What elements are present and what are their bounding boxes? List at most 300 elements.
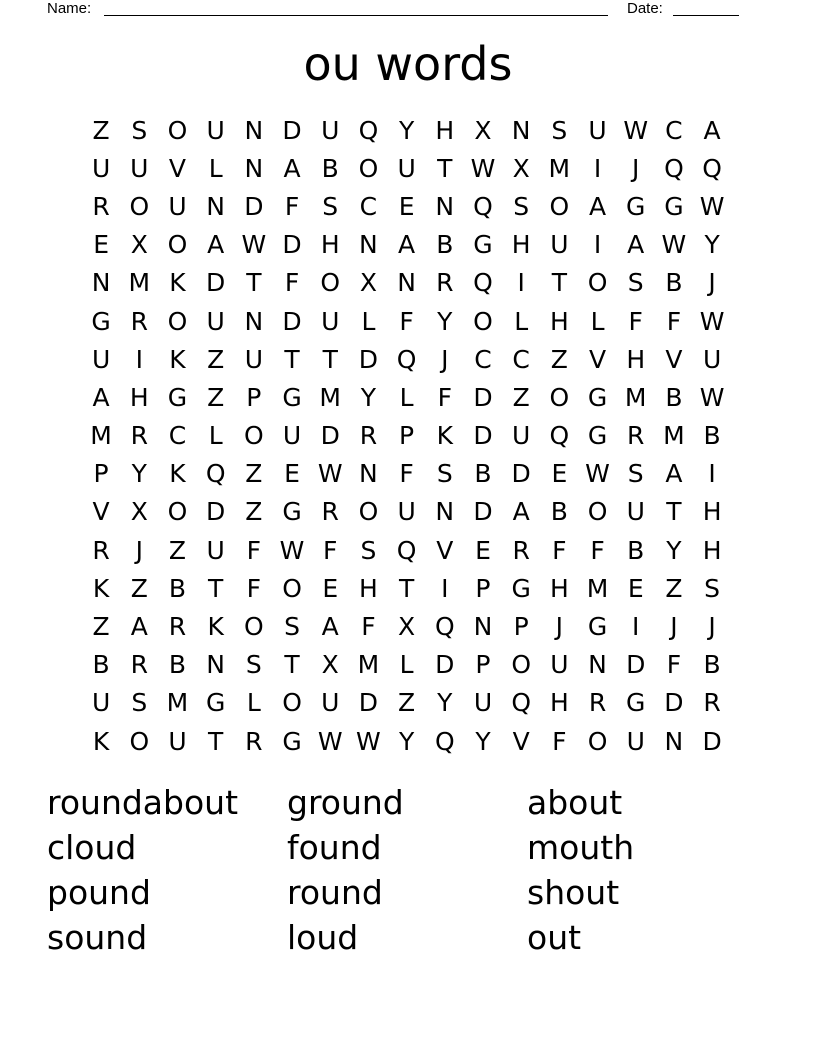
- grid-letter[interactable]: E: [284, 459, 300, 489]
- grid-letter[interactable]: R: [588, 688, 607, 718]
- grid-letter[interactable]: N: [359, 230, 378, 260]
- grid-letter[interactable]: Z: [130, 573, 148, 603]
- grid-letter[interactable]: U: [321, 115, 340, 145]
- grid-letter[interactable]: A: [703, 115, 721, 145]
- grid-letter[interactable]: I: [517, 268, 525, 298]
- grid-letter[interactable]: B: [627, 535, 645, 565]
- grid-letter[interactable]: U: [512, 421, 531, 451]
- grid-letter[interactable]: G: [167, 382, 188, 412]
- grid-letter[interactable]: D: [435, 650, 455, 680]
- grid-letter[interactable]: A: [398, 230, 416, 260]
- grid-letter[interactable]: C: [474, 344, 492, 374]
- grid-letter[interactable]: A: [283, 153, 301, 183]
- grid-letter[interactable]: T: [208, 573, 224, 603]
- grid-letter[interactable]: U: [626, 726, 645, 756]
- grid-letter[interactable]: I: [708, 459, 716, 489]
- grid-letter[interactable]: C: [665, 115, 683, 145]
- word-list: [47, 780, 767, 960]
- grid-letter[interactable]: X: [130, 497, 148, 527]
- grid-letter[interactable]: O: [282, 688, 302, 718]
- grid-letter[interactable]: D: [473, 382, 493, 412]
- grid-letter[interactable]: O: [244, 612, 264, 642]
- grid-letter[interactable]: J: [708, 268, 716, 298]
- grid-letter[interactable]: O: [167, 497, 188, 527]
- grid-letter[interactable]: Y: [398, 726, 415, 756]
- grid-letter[interactable]: R: [130, 421, 148, 451]
- word-list-item: ground: [287, 783, 404, 822]
- grid-letter[interactable]: N: [206, 650, 225, 680]
- grid-letter[interactable]: S: [360, 535, 377, 565]
- grid-letter[interactable]: R: [245, 726, 263, 756]
- grid-letter[interactable]: F: [361, 612, 376, 642]
- grid-letter[interactable]: Z: [512, 382, 530, 412]
- grid-letter[interactable]: T: [398, 573, 415, 603]
- grid-letter[interactable]: O: [549, 382, 570, 412]
- grid-letter[interactable]: G: [282, 382, 302, 412]
- grid-letter[interactable]: S: [436, 459, 453, 489]
- grid-letter[interactable]: T: [208, 726, 224, 756]
- grid-letter[interactable]: X: [512, 153, 530, 183]
- grid-letter[interactable]: F: [437, 382, 452, 412]
- grid-letter[interactable]: M: [166, 688, 189, 718]
- grid-letter[interactable]: C: [168, 421, 187, 451]
- grid-letter[interactable]: Q: [702, 153, 722, 183]
- grid-letter[interactable]: N: [91, 268, 111, 298]
- grid-letter[interactable]: Z: [207, 382, 225, 412]
- grid-letter[interactable]: V: [665, 344, 683, 374]
- grid-letter[interactable]: O: [358, 153, 379, 183]
- grid-letter[interactable]: L: [590, 306, 605, 336]
- grid-letter[interactable]: U: [321, 306, 340, 336]
- grid-letter[interactable]: G: [587, 421, 608, 451]
- grid-letter[interactable]: M: [128, 268, 151, 298]
- grid-letter[interactable]: Z: [245, 459, 263, 489]
- grid-letter[interactable]: P: [246, 382, 262, 412]
- grid-letter[interactable]: Q: [664, 153, 684, 183]
- grid-letter[interactable]: R: [703, 688, 721, 718]
- grid-letter[interactable]: U: [550, 650, 569, 680]
- grid-letter[interactable]: Y: [398, 115, 415, 145]
- grid-letter[interactable]: Y: [131, 459, 147, 489]
- grid-letter[interactable]: N: [473, 612, 493, 642]
- grid-letter[interactable]: P: [513, 612, 529, 642]
- grid-letter[interactable]: G: [587, 612, 608, 642]
- grid-letter[interactable]: U: [168, 726, 187, 756]
- grid-letter[interactable]: W: [661, 230, 687, 260]
- grid-letter[interactable]: D: [358, 688, 379, 718]
- grid-letter[interactable]: R: [627, 421, 645, 451]
- grid-letter[interactable]: S: [245, 650, 262, 680]
- grid-letter[interactable]: G: [626, 191, 646, 221]
- word-list-item: mouth: [527, 828, 635, 867]
- grid-letter[interactable]: U: [91, 153, 111, 183]
- grid-letter[interactable]: D: [282, 230, 302, 260]
- grid-letter[interactable]: D: [282, 115, 302, 145]
- name-field-line[interactable]: [104, 15, 608, 16]
- grid-letter[interactable]: H: [129, 382, 149, 412]
- grid-letter[interactable]: E: [551, 459, 568, 489]
- grid-letter[interactable]: W: [699, 306, 725, 336]
- grid-letter[interactable]: F: [399, 306, 414, 336]
- grid-letter[interactable]: W: [279, 535, 305, 565]
- grid-letter[interactable]: G: [91, 306, 111, 336]
- grid-letter[interactable]: O: [320, 268, 341, 298]
- grid-letter[interactable]: A: [321, 612, 339, 642]
- grid-letter[interactable]: N: [435, 497, 455, 527]
- grid-letter[interactable]: K: [92, 573, 110, 603]
- grid-letter[interactable]: T: [551, 268, 567, 298]
- grid-letter[interactable]: F: [284, 268, 300, 298]
- grid-letter[interactable]: W: [241, 230, 267, 260]
- grid-letter[interactable]: B: [168, 650, 187, 680]
- grid-letter[interactable]: R: [168, 612, 187, 642]
- grid-letter[interactable]: D: [206, 268, 226, 298]
- grid-letter[interactable]: T: [284, 650, 300, 680]
- grid-letter[interactable]: F: [628, 306, 643, 336]
- grid-letter[interactable]: O: [129, 726, 150, 756]
- grid-letter[interactable]: T: [666, 497, 682, 527]
- grid-letter[interactable]: F: [590, 535, 605, 565]
- word-search-grid: [82, 111, 731, 760]
- grid-letter[interactable]: B: [665, 382, 683, 412]
- grid-letter[interactable]: N: [244, 115, 264, 145]
- grid-letter[interactable]: H: [549, 688, 569, 718]
- grid-letter[interactable]: Q: [396, 535, 417, 565]
- grid-letter[interactable]: Q: [434, 612, 455, 642]
- grid-letter[interactable]: H: [511, 230, 531, 260]
- grid-letter[interactable]: X: [474, 115, 492, 145]
- grid-letter[interactable]: L: [208, 153, 223, 183]
- grid-letter[interactable]: N: [664, 726, 684, 756]
- grid-letter[interactable]: F: [552, 726, 567, 756]
- grid-letter[interactable]: F: [323, 535, 338, 565]
- grid-letter[interactable]: Y: [437, 688, 453, 718]
- grid-letter[interactable]: H: [435, 115, 455, 145]
- grid-letter[interactable]: N: [397, 268, 416, 298]
- grid-letter[interactable]: O: [167, 115, 188, 145]
- grid-letter[interactable]: G: [282, 497, 302, 527]
- grid-letter[interactable]: G: [511, 573, 531, 603]
- grid-letter[interactable]: E: [627, 573, 644, 603]
- grid-letter[interactable]: O: [473, 306, 493, 336]
- grid-letter[interactable]: A: [588, 191, 607, 221]
- grid-letter[interactable]: K: [169, 268, 186, 298]
- grid-letter[interactable]: B: [665, 268, 683, 298]
- grid-letter[interactable]: W: [317, 726, 343, 756]
- grid-letter[interactable]: N: [511, 115, 531, 145]
- grid-letter[interactable]: L: [208, 421, 223, 451]
- grid-letter[interactable]: D: [320, 421, 340, 451]
- grid-letter[interactable]: L: [361, 306, 376, 336]
- grid-letter[interactable]: R: [512, 535, 530, 565]
- grid-letter[interactable]: E: [93, 230, 109, 260]
- grid-letter[interactable]: W: [699, 382, 725, 412]
- grid-letter[interactable]: U: [206, 535, 225, 565]
- grid-letter[interactable]: U: [588, 115, 607, 145]
- grid-letter[interactable]: U: [397, 153, 416, 183]
- grid-letter[interactable]: J: [670, 612, 678, 642]
- grid-letter[interactable]: K: [169, 344, 186, 374]
- grid-letter[interactable]: W: [356, 726, 381, 756]
- grid-letter[interactable]: W: [699, 191, 725, 221]
- grid-letter[interactable]: M: [548, 153, 571, 183]
- grid-letter[interactable]: F: [246, 573, 262, 603]
- grid-letter[interactable]: M: [663, 421, 685, 451]
- grid-letter[interactable]: E: [322, 573, 339, 603]
- grid-letter[interactable]: J: [441, 344, 449, 374]
- grid-letter[interactable]: B: [92, 650, 110, 680]
- grid-letter[interactable]: A: [627, 230, 645, 260]
- grid-letter[interactable]: B: [703, 421, 721, 451]
- grid-letter[interactable]: M: [586, 573, 609, 603]
- grid-letter[interactable]: Y: [475, 726, 491, 756]
- grid-letter[interactable]: D: [244, 191, 264, 221]
- grid-letter[interactable]: I: [441, 573, 449, 603]
- grid-letter[interactable]: Z: [550, 344, 568, 374]
- grid-letter[interactable]: Z: [168, 535, 187, 565]
- grid-letter[interactable]: S: [704, 573, 721, 603]
- grid-letter[interactable]: Z: [207, 344, 225, 374]
- grid-letter[interactable]: N: [206, 191, 225, 221]
- grid-letter[interactable]: U: [168, 191, 187, 221]
- grid-letter[interactable]: U: [206, 306, 225, 336]
- grid-letter[interactable]: R: [130, 306, 148, 336]
- grid-letter[interactable]: I: [593, 153, 602, 183]
- grid-letter[interactable]: Q: [473, 191, 493, 221]
- grid-letter[interactable]: U: [397, 497, 416, 527]
- grid-letter[interactable]: O: [587, 726, 608, 756]
- grid-letter[interactable]: S: [284, 612, 300, 642]
- grid-letter[interactable]: R: [92, 535, 110, 565]
- grid-letter[interactable]: M: [624, 382, 647, 412]
- grid-letter[interactable]: Q: [549, 421, 570, 451]
- grid-letter[interactable]: A: [207, 230, 225, 260]
- grid-letter[interactable]: U: [244, 344, 263, 374]
- grid-letter[interactable]: M: [319, 382, 341, 412]
- grid-letter[interactable]: N: [588, 650, 607, 680]
- grid-letter[interactable]: O: [244, 421, 264, 451]
- grid-letter[interactable]: J: [555, 612, 564, 642]
- grid-letter[interactable]: P: [399, 421, 415, 451]
- grid-letter[interactable]: D: [473, 497, 493, 527]
- grid-letter[interactable]: V: [92, 497, 110, 527]
- grid-letter[interactable]: H: [359, 573, 378, 603]
- grid-letter[interactable]: H: [549, 306, 569, 336]
- grid-letter[interactable]: R: [92, 191, 110, 221]
- grid-letter[interactable]: L: [246, 688, 261, 718]
- grid-letter[interactable]: U: [91, 688, 111, 718]
- grid-letter[interactable]: Q: [396, 344, 417, 374]
- grid-letter[interactable]: Z: [92, 612, 110, 642]
- word-list-item: loud: [287, 918, 359, 957]
- grid-letter[interactable]: H: [702, 497, 722, 527]
- grid-letter[interactable]: E: [475, 535, 491, 565]
- grid-letter[interactable]: Z: [398, 688, 416, 718]
- grid-letter[interactable]: U: [321, 688, 340, 718]
- grid-letter[interactable]: B: [436, 230, 454, 260]
- grid-letter[interactable]: B: [321, 153, 339, 183]
- grid-letter[interactable]: O: [549, 191, 570, 221]
- grid-letter[interactable]: O: [282, 573, 302, 603]
- grid-letter[interactable]: Q: [358, 115, 379, 145]
- grid-letter[interactable]: H: [320, 230, 340, 260]
- grid-letter[interactable]: S: [131, 115, 148, 145]
- grid-letter[interactable]: G: [473, 230, 493, 260]
- grid-letter[interactable]: S: [513, 191, 530, 221]
- grid-letter[interactable]: R: [436, 268, 454, 298]
- grid-letter[interactable]: H: [549, 573, 569, 603]
- grid-letter[interactable]: F: [284, 191, 300, 221]
- grid-letter[interactable]: F: [552, 535, 567, 565]
- grid-letter[interactable]: A: [92, 382, 110, 412]
- grid-letter[interactable]: S: [551, 115, 568, 145]
- grid-letter[interactable]: Y: [437, 306, 453, 336]
- grid-letter[interactable]: U: [130, 153, 149, 183]
- grid-letter[interactable]: L: [399, 650, 414, 680]
- word-list-item: out: [527, 918, 582, 957]
- grid-letter[interactable]: S: [131, 688, 148, 718]
- grid-letter[interactable]: T: [284, 344, 300, 374]
- grid-letter[interactable]: O: [129, 191, 150, 221]
- grid-letter[interactable]: D: [626, 650, 646, 680]
- grid-letter[interactable]: V: [436, 535, 454, 565]
- grid-letter[interactable]: U: [206, 115, 225, 145]
- grid-letter[interactable]: A: [512, 497, 530, 527]
- grid-letter[interactable]: S: [627, 268, 644, 298]
- grid-letter[interactable]: Z: [665, 573, 683, 603]
- grid-letter[interactable]: T: [246, 268, 262, 298]
- grid-letter[interactable]: X: [321, 650, 339, 680]
- grid-letter[interactable]: E: [398, 191, 415, 221]
- grid-letter[interactable]: F: [246, 535, 262, 565]
- grid-letter[interactable]: U: [550, 230, 569, 260]
- grid-letter[interactable]: I: [135, 344, 143, 374]
- grid-letter[interactable]: H: [626, 344, 646, 374]
- grid-letter[interactable]: B: [168, 573, 187, 603]
- grid-letter[interactable]: R: [359, 421, 378, 451]
- grid-letter[interactable]: U: [702, 344, 722, 374]
- grid-letter[interactable]: S: [322, 191, 339, 221]
- grid-letter[interactable]: C: [359, 191, 378, 221]
- grid-letter[interactable]: A: [130, 612, 148, 642]
- grid-letter[interactable]: B: [550, 497, 568, 527]
- grid-letter[interactable]: U: [473, 688, 493, 718]
- grid-letter[interactable]: G: [626, 688, 646, 718]
- grid-letter[interactable]: Q: [511, 688, 531, 718]
- grid-letter[interactable]: W: [317, 459, 343, 489]
- grid-letter[interactable]: A: [665, 459, 683, 489]
- grid-letter[interactable]: K: [92, 726, 110, 756]
- grid-letter[interactable]: V: [588, 344, 607, 374]
- grid-letter[interactable]: D: [473, 421, 493, 451]
- grid-letter[interactable]: M: [357, 650, 380, 680]
- grid-letter[interactable]: T: [437, 153, 453, 183]
- grid-letter[interactable]: Z: [92, 115, 110, 145]
- grid-letter[interactable]: I: [632, 612, 640, 642]
- grid-letter[interactable]: D: [702, 726, 722, 756]
- grid-letter[interactable]: D: [206, 497, 226, 527]
- grid-letter[interactable]: F: [666, 650, 682, 680]
- grid-letter[interactable]: U: [626, 497, 645, 527]
- grid-letter[interactable]: B: [474, 459, 492, 489]
- grid-letter[interactable]: K: [207, 612, 224, 642]
- grid-letter[interactable]: J: [632, 153, 640, 183]
- grid-letter[interactable]: Q: [473, 268, 493, 298]
- grid-letter[interactable]: S: [627, 459, 644, 489]
- grid-letter[interactable]: Q: [434, 726, 455, 756]
- grid-letter[interactable]: D: [511, 459, 531, 489]
- grid-letter[interactable]: O: [167, 230, 188, 260]
- grid-letter[interactable]: Z: [245, 497, 263, 527]
- grid-letter[interactable]: N: [435, 191, 455, 221]
- grid-letter[interactable]: G: [587, 382, 608, 412]
- grid-letter[interactable]: K: [436, 421, 453, 451]
- grid-letter[interactable]: F: [399, 459, 414, 489]
- grid-letter[interactable]: B: [703, 650, 721, 680]
- grid-letter[interactable]: N: [244, 306, 264, 336]
- grid-letter[interactable]: D: [282, 306, 302, 336]
- grid-letter[interactable]: U: [282, 421, 302, 451]
- grid-letter[interactable]: G: [205, 688, 226, 718]
- grid-letter[interactable]: P: [475, 573, 491, 603]
- grid-letter[interactable]: H: [702, 535, 722, 565]
- grid-letter[interactable]: O: [358, 497, 379, 527]
- grid-letter[interactable]: T: [322, 344, 338, 374]
- grid-letter[interactable]: C: [512, 344, 530, 374]
- grid-letter[interactable]: P: [475, 650, 491, 680]
- grid-letter[interactable]: W: [623, 115, 649, 145]
- grid-letter[interactable]: G: [664, 191, 684, 221]
- date-field-line[interactable]: [673, 15, 739, 16]
- grid-letter[interactable]: X: [130, 230, 148, 260]
- grid-letter[interactable]: Y: [704, 230, 720, 260]
- grid-letter[interactable]: R: [321, 497, 339, 527]
- page-title: ou words: [303, 37, 513, 91]
- grid-letter[interactable]: O: [167, 306, 188, 336]
- grid-letter[interactable]: X: [359, 268, 377, 298]
- grid-letter[interactable]: L: [514, 306, 529, 336]
- grid-letter[interactable]: O: [511, 650, 531, 680]
- grid-letter[interactable]: V: [168, 153, 187, 183]
- grid-letter[interactable]: J: [135, 535, 143, 565]
- name-label: Name:: [47, 0, 92, 17]
- grid-letter[interactable]: N: [359, 459, 378, 489]
- grid-letter[interactable]: Y: [360, 382, 377, 412]
- grid-letter[interactable]: L: [399, 382, 414, 412]
- grid-letter[interactable]: G: [282, 726, 302, 756]
- grid-letter[interactable]: O: [587, 497, 608, 527]
- grid-letter[interactable]: I: [593, 230, 602, 260]
- grid-letter[interactable]: N: [244, 153, 264, 183]
- grid-letter[interactable]: O: [587, 268, 608, 298]
- grid-letter[interactable]: R: [130, 650, 148, 680]
- grid-letter[interactable]: J: [708, 612, 716, 642]
- grid-letter[interactable]: W: [585, 459, 610, 489]
- grid-letter[interactable]: V: [512, 726, 530, 756]
- grid-letter[interactable]: D: [664, 688, 684, 718]
- grid-letter[interactable]: P: [93, 459, 109, 489]
- grid-letter[interactable]: D: [358, 344, 379, 374]
- grid-letter[interactable]: K: [169, 459, 186, 489]
- word-list-item: shout: [527, 873, 620, 912]
- grid-letter[interactable]: X: [398, 612, 416, 642]
- grid-letter[interactable]: U: [91, 344, 111, 374]
- grid-letter[interactable]: F: [666, 306, 682, 336]
- grid-letter[interactable]: Q: [205, 459, 226, 489]
- grid-letter[interactable]: M: [90, 421, 112, 451]
- grid-letter[interactable]: Y: [666, 535, 682, 565]
- grid-letter[interactable]: W: [470, 153, 496, 183]
